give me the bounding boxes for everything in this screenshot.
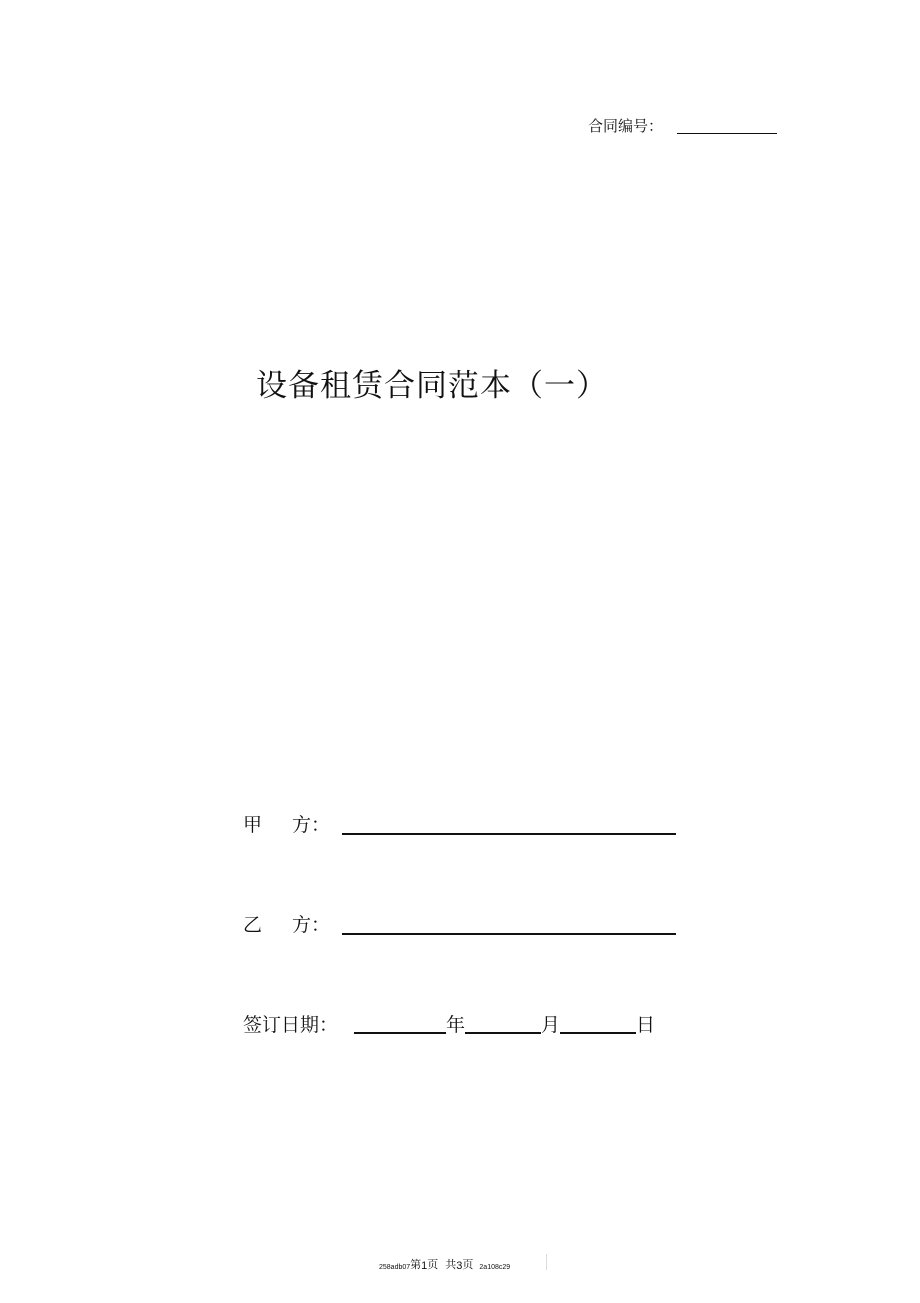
footer-total-pages: 3 [456,1260,463,1272]
footer-page-word-3: 页 [462,1258,474,1271]
page-footer [379,1256,510,1272]
party-b-blank [342,933,676,935]
party-a-label-char1: 甲 [243,814,263,836]
party-a-blank [342,833,676,835]
party-a-label [243,810,342,837]
party-a-row [243,807,676,837]
year-label: 年 [446,1014,466,1036]
month-label: 月 [541,1014,561,1036]
month-blank [465,1032,541,1034]
footer-page-word-2: 页 共 [427,1258,457,1271]
day-blank [560,1032,636,1034]
year-blank [354,1032,446,1034]
sign-date-row [243,1007,655,1037]
party-a-label-char2: 方： [292,814,331,836]
party-b-label-char1: 乙 [243,914,263,936]
party-b-row [243,907,676,937]
footer-prefix-code: 258adb07 [379,1264,411,1271]
footer-divider [546,1254,547,1270]
contract-number-field [588,112,777,136]
party-b-label [243,910,342,937]
contract-number-label: 合同编号： [588,117,664,135]
party-b-label-char2: 方： [292,914,331,936]
footer-current-page: 1 [421,1260,428,1272]
contract-number-blank [677,133,777,134]
day-label: 日 [636,1014,656,1036]
footer-suffix-code: 2a108c29 [479,1264,511,1271]
document-title: 设备租赁合同范本（一） [256,368,608,404]
footer-page-word-1: 第 [410,1258,422,1271]
sign-date-label: 签订日期： [243,1014,339,1036]
